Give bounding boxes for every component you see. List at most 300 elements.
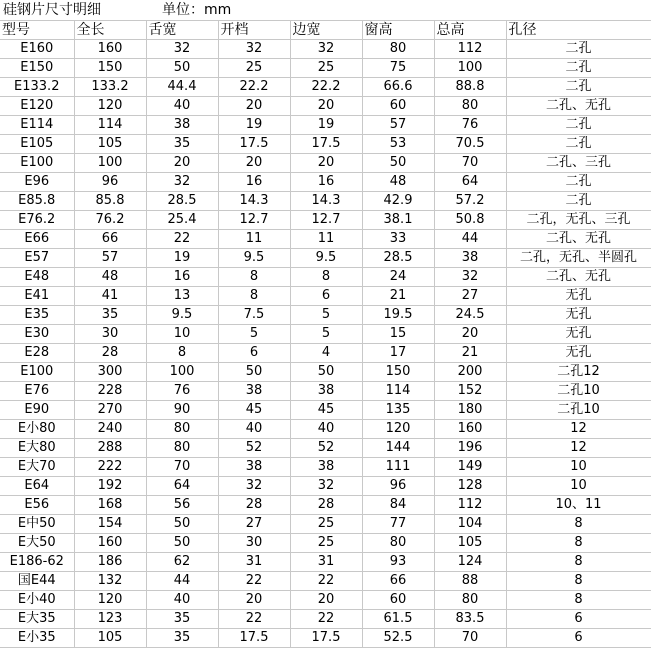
cell-model[interactable]: E56	[0, 496, 74, 515]
cell-model[interactable]: E85.8	[0, 192, 74, 211]
cell-window-height[interactable]: 21	[362, 287, 434, 306]
cell-total-length[interactable]: 48	[74, 268, 146, 287]
table-row	[0, 515, 651, 534]
cell-opening[interactable]: 30	[218, 534, 290, 553]
table-row	[0, 325, 651, 344]
cell-opening[interactable]: 20	[218, 591, 290, 610]
cell-opening[interactable]: 22	[218, 572, 290, 591]
cell-tongue-width[interactable]: 10	[146, 325, 218, 344]
table-row	[0, 116, 651, 135]
cell-opening[interactable]: 22.2	[218, 78, 290, 97]
table-row	[0, 249, 651, 268]
cell-side-width[interactable]: 22.2	[290, 78, 362, 97]
cell-tongue-width[interactable]: 64	[146, 477, 218, 496]
table-row	[0, 173, 651, 192]
cell-tongue-width[interactable]: 56	[146, 496, 218, 515]
table-row	[0, 439, 651, 458]
cell-window-height[interactable]: 96	[362, 477, 434, 496]
table-row	[0, 135, 651, 154]
table-row	[0, 610, 651, 629]
table-row	[0, 59, 651, 78]
cell-tongue-width[interactable]: 16	[146, 268, 218, 287]
cell-total-length[interactable]: 105	[74, 135, 146, 154]
cell-hole-diameter[interactable]: 12	[506, 439, 651, 458]
cell-model[interactable]: E150	[0, 59, 74, 78]
cell-hole-diameter[interactable]: 二孔	[506, 59, 651, 78]
cell-tongue-width[interactable]: 40	[146, 591, 218, 610]
cell-hole-diameter[interactable]: 8	[506, 515, 651, 534]
cell-total-height[interactable]: 149	[434, 458, 506, 477]
cell-tongue-width[interactable]: 20	[146, 154, 218, 173]
cell-side-width[interactable]: 40	[290, 420, 362, 439]
header-cell-total-length[interactable]: 全长	[74, 21, 146, 40]
cell-opening[interactable]: 27	[218, 515, 290, 534]
cell-opening[interactable]: 40	[218, 420, 290, 439]
cell-total-length[interactable]: 30	[74, 325, 146, 344]
header-cell-tongue-width[interactable]: 舌宽	[146, 21, 218, 40]
cell-total-length[interactable]: 96	[74, 173, 146, 192]
cell-opening[interactable]: 20	[218, 154, 290, 173]
cell-tongue-width[interactable]: 80	[146, 420, 218, 439]
cell-total-height[interactable]: 44	[434, 230, 506, 249]
cell-hole-diameter[interactable]: 无孔	[506, 306, 651, 325]
table-row	[0, 344, 651, 363]
cell-model[interactable]: E76	[0, 382, 74, 401]
cell-tongue-width[interactable]: 19	[146, 249, 218, 268]
cell-total-height[interactable]: 70.5	[434, 135, 506, 154]
cell-total-height[interactable]: 21	[434, 344, 506, 363]
cell-side-width[interactable]: 38	[290, 382, 362, 401]
header-cell-hole-diameter[interactable]: 孔径	[506, 21, 651, 40]
cell-side-width[interactable]: 22	[290, 610, 362, 629]
cell-total-length[interactable]: 240	[74, 420, 146, 439]
cell-model[interactable]: 国E44	[0, 572, 74, 591]
cell-hole-diameter[interactable]: 无孔	[506, 325, 651, 344]
table-row	[0, 496, 651, 515]
cell-hole-diameter[interactable]: 6	[506, 610, 651, 629]
cell-side-width[interactable]: 31	[290, 553, 362, 572]
cell-window-height[interactable]: 66	[362, 572, 434, 591]
table-row	[0, 192, 651, 211]
sheet-title[interactable]: 硅钢片尺寸明细	[3, 2, 101, 18]
cell-total-length[interactable]: 154	[74, 515, 146, 534]
cell-opening[interactable]: 9.5	[218, 249, 290, 268]
cell-model[interactable]: E57	[0, 249, 74, 268]
cell-window-height[interactable]: 38.1	[362, 211, 434, 230]
cell-hole-diameter[interactable]: 二孔	[506, 78, 651, 97]
cell-window-height[interactable]: 60	[362, 591, 434, 610]
cell-side-width[interactable]: 6	[290, 287, 362, 306]
table-row	[0, 97, 651, 116]
cell-side-width[interactable]: 38	[290, 458, 362, 477]
cell-total-height[interactable]: 27	[434, 287, 506, 306]
cell-model[interactable]: E大35	[0, 610, 74, 629]
table-row	[0, 553, 651, 572]
cell-total-length[interactable]: 66	[74, 230, 146, 249]
cell-window-height[interactable]: 120	[362, 420, 434, 439]
cell-total-length[interactable]: 132	[74, 572, 146, 591]
table-row	[0, 401, 651, 420]
cell-total-height[interactable]: 38	[434, 249, 506, 268]
cell-total-height[interactable]: 105	[434, 534, 506, 553]
cell-total-length[interactable]: 300	[74, 363, 146, 382]
cell-window-height[interactable]: 93	[362, 553, 434, 572]
cell-opening[interactable]: 20	[218, 97, 290, 116]
cell-hole-diameter[interactable]: 二孔、无孔	[506, 97, 651, 116]
cell-model[interactable]: E小80	[0, 420, 74, 439]
cell-total-length[interactable]: 192	[74, 477, 146, 496]
cell-total-length[interactable]: 100	[74, 154, 146, 173]
cell-model[interactable]: E76.2	[0, 211, 74, 230]
cell-opening[interactable]: 14.3	[218, 192, 290, 211]
table-row	[0, 420, 651, 439]
cell-tongue-width[interactable]: 50	[146, 59, 218, 78]
cell-total-length[interactable]: 222	[74, 458, 146, 477]
cell-window-height[interactable]: 144	[362, 439, 434, 458]
cell-hole-diameter[interactable]: 二孔	[506, 135, 651, 154]
cell-hole-diameter[interactable]: 10	[506, 458, 651, 477]
cell-total-length[interactable]: 270	[74, 401, 146, 420]
cell-total-height[interactable]: 32	[434, 268, 506, 287]
cell-window-height[interactable]: 111	[362, 458, 434, 477]
cell-window-height[interactable]: 24	[362, 268, 434, 287]
cell-side-width[interactable]: 28	[290, 496, 362, 515]
cell-total-height[interactable]: 88.8	[434, 78, 506, 97]
cell-model[interactable]: E133.2	[0, 78, 74, 97]
table-row	[0, 534, 651, 553]
cell-model[interactable]: E48	[0, 268, 74, 287]
table-row	[0, 268, 651, 287]
unit-label[interactable]: 单位：mm	[162, 2, 232, 18]
cell-window-height[interactable]: 75	[362, 59, 434, 78]
cell-model[interactable]: E90	[0, 401, 74, 420]
header-cell-total-height[interactable]: 总高	[434, 21, 506, 40]
cell-total-height[interactable]: 64	[434, 173, 506, 192]
header-row	[0, 21, 651, 40]
cell-window-height[interactable]: 150	[362, 363, 434, 382]
header-cell-model[interactable]: 型号	[0, 21, 74, 40]
cell-hole-diameter[interactable]: 无孔	[506, 344, 651, 363]
cell-model[interactable]: E120	[0, 97, 74, 116]
cell-hole-diameter[interactable]: 10、11	[506, 496, 651, 515]
cell-total-length[interactable]: 288	[74, 439, 146, 458]
cell-total-height[interactable]: 80	[434, 97, 506, 116]
cell-tongue-width[interactable]: 32	[146, 173, 218, 192]
cell-model[interactable]: E大50	[0, 534, 74, 553]
cell-side-width[interactable]: 20	[290, 154, 362, 173]
cell-tongue-width[interactable]: 76	[146, 382, 218, 401]
cell-side-width[interactable]: 20	[290, 591, 362, 610]
cell-total-height[interactable]: 124	[434, 553, 506, 572]
cell-opening[interactable]: 12.7	[218, 211, 290, 230]
cell-total-length[interactable]: 105	[74, 629, 146, 648]
cell-total-height[interactable]: 160	[434, 420, 506, 439]
cell-total-height[interactable]: 104	[434, 515, 506, 534]
header-cell-side-width[interactable]: 边宽	[290, 21, 362, 40]
cell-side-width[interactable]: 4	[290, 344, 362, 363]
cell-tongue-width[interactable]: 80	[146, 439, 218, 458]
cell-total-height[interactable]: 100	[434, 59, 506, 78]
cell-tongue-width[interactable]: 25.4	[146, 211, 218, 230]
table-row	[0, 363, 651, 382]
cell-window-height[interactable]: 80	[362, 40, 434, 59]
cell-tongue-width[interactable]: 13	[146, 287, 218, 306]
cell-window-height[interactable]: 28.5	[362, 249, 434, 268]
cell-hole-diameter[interactable]: 二孔、无孔	[506, 268, 651, 287]
cell-hole-diameter[interactable]: 10	[506, 477, 651, 496]
cell-opening[interactable]: 32	[218, 40, 290, 59]
cell-side-width[interactable]: 22	[290, 572, 362, 591]
cell-side-width[interactable]: 52	[290, 439, 362, 458]
header-cell-window-height[interactable]: 窗高	[362, 21, 434, 40]
cell-opening[interactable]: 38	[218, 382, 290, 401]
cell-window-height[interactable]: 57	[362, 116, 434, 135]
cell-model[interactable]: E41	[0, 287, 74, 306]
cell-tongue-width[interactable]: 22	[146, 230, 218, 249]
cell-model[interactable]: E100	[0, 154, 74, 173]
table-row	[0, 230, 651, 249]
cell-hole-diameter[interactable]: 12	[506, 420, 651, 439]
cell-side-width[interactable]: 12.7	[290, 211, 362, 230]
cell-model[interactable]: E160	[0, 40, 74, 59]
cell-side-width[interactable]: 50	[290, 363, 362, 382]
cell-tongue-width[interactable]: 28.5	[146, 192, 218, 211]
cell-total-height[interactable]: 70	[434, 154, 506, 173]
cell-window-height[interactable]: 52.5	[362, 629, 434, 648]
cell-tongue-width[interactable]: 70	[146, 458, 218, 477]
cell-window-height[interactable]: 42.9	[362, 192, 434, 211]
cell-hole-diameter[interactable]: 二孔12	[506, 363, 651, 382]
cell-hole-diameter[interactable]: 二孔、三孔	[506, 154, 651, 173]
cell-total-height[interactable]: 112	[434, 496, 506, 515]
cell-window-height[interactable]: 15	[362, 325, 434, 344]
cell-tongue-width[interactable]: 62	[146, 553, 218, 572]
cell-opening[interactable]: 31	[218, 553, 290, 572]
cell-window-height[interactable]: 53	[362, 135, 434, 154]
table-row	[0, 591, 651, 610]
table-row	[0, 572, 651, 591]
cell-model[interactable]: E小35	[0, 629, 74, 648]
cell-window-height[interactable]: 84	[362, 496, 434, 515]
cell-hole-diameter[interactable]: 二孔	[506, 40, 651, 59]
cell-model[interactable]: E64	[0, 477, 74, 496]
cell-opening[interactable]: 28	[218, 496, 290, 515]
cell-hole-diameter[interactable]: 二孔，无孔、三孔	[506, 211, 651, 230]
cell-total-length[interactable]: 186	[74, 553, 146, 572]
cell-window-height[interactable]: 60	[362, 97, 434, 116]
cell-total-height[interactable]: 50.8	[434, 211, 506, 230]
cell-tongue-width[interactable]: 35	[146, 135, 218, 154]
cell-model[interactable]: E大70	[0, 458, 74, 477]
cell-window-height[interactable]: 114	[362, 382, 434, 401]
cell-side-width[interactable]: 17.5	[290, 135, 362, 154]
cell-side-width[interactable]: 14.3	[290, 192, 362, 211]
cell-window-height[interactable]: 48	[362, 173, 434, 192]
cell-side-width[interactable]: 25	[290, 534, 362, 553]
title-row	[0, 0, 651, 20]
cell-model[interactable]: E105	[0, 135, 74, 154]
cell-side-width[interactable]: 25	[290, 515, 362, 534]
cell-opening[interactable]: 32	[218, 477, 290, 496]
cell-model[interactable]: E96	[0, 173, 74, 192]
cell-hole-diameter[interactable]: 二孔	[506, 173, 651, 192]
header-cell-opening[interactable]: 开档	[218, 21, 290, 40]
cell-total-length[interactable]: 133.2	[74, 78, 146, 97]
cell-tongue-width[interactable]: 100	[146, 363, 218, 382]
cell-total-length[interactable]: 160	[74, 40, 146, 59]
cell-hole-diameter[interactable]: 二孔	[506, 192, 651, 211]
cell-side-width[interactable]: 32	[290, 477, 362, 496]
table-row	[0, 154, 651, 173]
cell-tongue-width[interactable]: 32	[146, 40, 218, 59]
cell-total-length[interactable]: 114	[74, 116, 146, 135]
cell-total-length[interactable]: 76.2	[74, 211, 146, 230]
cell-total-length[interactable]: 85.8	[74, 192, 146, 211]
cell-total-length[interactable]: 57	[74, 249, 146, 268]
cell-total-length[interactable]: 123	[74, 610, 146, 629]
cell-total-height[interactable]: 180	[434, 401, 506, 420]
cell-model[interactable]: E186-62	[0, 553, 74, 572]
cell-tongue-width[interactable]: 9.5	[146, 306, 218, 325]
cell-side-width[interactable]: 5	[290, 325, 362, 344]
cell-side-width[interactable]: 25	[290, 59, 362, 78]
cell-total-height[interactable]: 128	[434, 477, 506, 496]
table-row	[0, 78, 651, 97]
cell-opening[interactable]: 8	[218, 287, 290, 306]
cell-tongue-width[interactable]: 44.4	[146, 78, 218, 97]
cell-window-height[interactable]: 66.6	[362, 78, 434, 97]
cell-total-length[interactable]: 120	[74, 591, 146, 610]
cell-window-height[interactable]: 50	[362, 154, 434, 173]
cell-opening[interactable]: 11	[218, 230, 290, 249]
cell-hole-diameter[interactable]: 二孔、无孔	[506, 230, 651, 249]
cell-total-height[interactable]: 80	[434, 591, 506, 610]
cell-tongue-width[interactable]: 50	[146, 515, 218, 534]
cell-side-width[interactable]: 19	[290, 116, 362, 135]
cell-hole-diameter[interactable]: 二孔10	[506, 401, 651, 420]
cell-hole-diameter[interactable]: 二孔10	[506, 382, 651, 401]
cell-model[interactable]: E114	[0, 116, 74, 135]
cell-total-height[interactable]: 83.5	[434, 610, 506, 629]
cell-hole-diameter[interactable]: 无孔	[506, 287, 651, 306]
cell-total-height[interactable]: 24.5	[434, 306, 506, 325]
cell-hole-diameter[interactable]: 二孔，无孔、半圆孔	[506, 249, 651, 268]
cell-opening[interactable]: 5	[218, 325, 290, 344]
cell-total-height[interactable]: 112	[434, 40, 506, 59]
cell-tongue-width[interactable]: 40	[146, 97, 218, 116]
cell-total-length[interactable]: 150	[74, 59, 146, 78]
table-row	[0, 40, 651, 59]
cell-opening[interactable]: 19	[218, 116, 290, 135]
cell-opening[interactable]: 22	[218, 610, 290, 629]
cell-model[interactable]: E大80	[0, 439, 74, 458]
table-row	[0, 211, 651, 230]
cell-opening[interactable]: 45	[218, 401, 290, 420]
cell-window-height[interactable]: 33	[362, 230, 434, 249]
table-row	[0, 458, 651, 477]
cell-total-length[interactable]: 41	[74, 287, 146, 306]
cell-side-width[interactable]: 8	[290, 268, 362, 287]
cell-window-height[interactable]: 61.5	[362, 610, 434, 629]
cell-hole-diameter[interactable]: 8	[506, 572, 651, 591]
cell-total-length[interactable]: 228	[74, 382, 146, 401]
cell-total-height[interactable]: 70	[434, 629, 506, 648]
cell-opening[interactable]: 6	[218, 344, 290, 363]
cell-tongue-width[interactable]: 35	[146, 610, 218, 629]
cell-side-width[interactable]: 5	[290, 306, 362, 325]
cell-total-length[interactable]: 35	[74, 306, 146, 325]
cell-side-width[interactable]: 32	[290, 40, 362, 59]
cell-tongue-width[interactable]: 90	[146, 401, 218, 420]
cell-hole-diameter[interactable]: 二孔	[506, 116, 651, 135]
table-row	[0, 382, 651, 401]
cell-total-height[interactable]: 88	[434, 572, 506, 591]
cell-hole-diameter[interactable]: 6	[506, 629, 651, 648]
cell-window-height[interactable]: 80	[362, 534, 434, 553]
cell-hole-diameter[interactable]: 8	[506, 591, 651, 610]
cell-total-length[interactable]: 120	[74, 97, 146, 116]
cell-total-length[interactable]: 28	[74, 344, 146, 363]
cell-total-height[interactable]: 152	[434, 382, 506, 401]
cell-side-width[interactable]: 17.5	[290, 629, 362, 648]
cell-opening[interactable]: 17.5	[218, 135, 290, 154]
cell-model[interactable]: E28	[0, 344, 74, 363]
cell-total-length[interactable]: 168	[74, 496, 146, 515]
cell-opening[interactable]: 8	[218, 268, 290, 287]
cell-tongue-width[interactable]: 44	[146, 572, 218, 591]
cell-side-width[interactable]: 20	[290, 97, 362, 116]
dimension-table	[0, 20, 651, 648]
cell-total-height[interactable]: 57.2	[434, 192, 506, 211]
cell-opening[interactable]: 17.5	[218, 629, 290, 648]
cell-model[interactable]: E小40	[0, 591, 74, 610]
cell-total-height[interactable]: 20	[434, 325, 506, 344]
cell-tongue-width[interactable]: 50	[146, 534, 218, 553]
cell-window-height[interactable]: 17	[362, 344, 434, 363]
cell-opening[interactable]: 16	[218, 173, 290, 192]
cell-total-height[interactable]: 76	[434, 116, 506, 135]
table-row	[0, 629, 651, 648]
cell-opening[interactable]: 52	[218, 439, 290, 458]
cell-window-height[interactable]: 135	[362, 401, 434, 420]
cell-hole-diameter[interactable]: 8	[506, 534, 651, 553]
cell-window-height[interactable]: 77	[362, 515, 434, 534]
cell-total-height[interactable]: 196	[434, 439, 506, 458]
cell-total-length[interactable]: 160	[74, 534, 146, 553]
cell-side-width[interactable]: 9.5	[290, 249, 362, 268]
cell-window-height[interactable]: 19.5	[362, 306, 434, 325]
cell-side-width[interactable]: 11	[290, 230, 362, 249]
cell-side-width[interactable]: 16	[290, 173, 362, 192]
cell-model[interactable]: E中50	[0, 515, 74, 534]
cell-side-width[interactable]: 45	[290, 401, 362, 420]
cell-total-height[interactable]: 200	[434, 363, 506, 382]
cell-tongue-width[interactable]: 8	[146, 344, 218, 363]
cell-opening[interactable]: 50	[218, 363, 290, 382]
cell-model[interactable]: E100	[0, 363, 74, 382]
cell-model[interactable]: E35	[0, 306, 74, 325]
cell-tongue-width[interactable]: 35	[146, 629, 218, 648]
cell-opening[interactable]: 7.5	[218, 306, 290, 325]
table-row	[0, 287, 651, 306]
cell-hole-diameter[interactable]: 8	[506, 553, 651, 572]
cell-opening[interactable]: 25	[218, 59, 290, 78]
cell-model[interactable]: E30	[0, 325, 74, 344]
cell-opening[interactable]: 38	[218, 458, 290, 477]
cell-tongue-width[interactable]: 38	[146, 116, 218, 135]
cell-model[interactable]: E66	[0, 230, 74, 249]
table-row	[0, 306, 651, 325]
